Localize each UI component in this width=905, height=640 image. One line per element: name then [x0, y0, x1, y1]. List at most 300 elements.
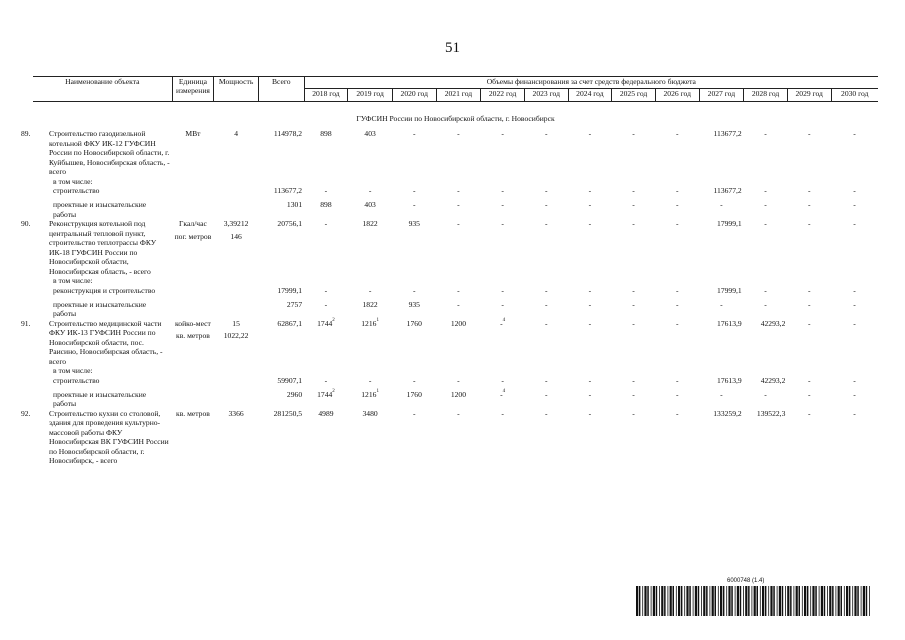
barcode-bar: [701, 586, 702, 616]
year-amount: 403: [364, 200, 376, 210]
year-value: [831, 409, 878, 466]
year-amount: -: [457, 285, 460, 295]
barcode-bar: [785, 586, 786, 616]
header-funding: Объемы финансирования за счет средств федерального бюджета: [304, 77, 878, 89]
barcode-bar: [743, 586, 744, 616]
barcode-bar: [639, 586, 641, 616]
barcode-bar: [790, 586, 792, 616]
row-total: 2960: [286, 389, 303, 399]
barcode-bar: [723, 586, 725, 616]
barcode-bar: [779, 586, 781, 616]
year-value: [524, 129, 568, 176]
year-amount: -: [588, 318, 592, 328]
barcode-bar: [861, 586, 862, 616]
barcode-bar: [686, 586, 688, 616]
year-amount: -: [807, 318, 811, 328]
row-capacity: [214, 200, 259, 219]
barcode-bar: [678, 586, 680, 616]
barcode-bar: [838, 586, 840, 616]
year-amount: 1744: [317, 389, 333, 399]
year-amount: -: [457, 200, 460, 210]
year-amount: -: [675, 200, 679, 210]
year-amount: -: [324, 285, 328, 295]
year-amount: -: [544, 285, 548, 295]
barcode-bar: [703, 586, 705, 616]
barcode-bar: [794, 586, 795, 616]
year-amount: -: [764, 389, 767, 399]
year-amount: -: [588, 200, 592, 210]
barcode-bar: [869, 586, 870, 616]
row-name-text: проектные и изыскательские работы: [53, 299, 147, 319]
row-total: 62867,1: [277, 318, 303, 328]
year-value: [655, 319, 699, 366]
year-amount: -: [764, 285, 767, 295]
year-value: [699, 390, 744, 409]
barcode-bar: [754, 586, 756, 616]
footnote-mark: 2: [332, 388, 335, 394]
header-year: 2020 год: [392, 89, 436, 102]
year-value: [612, 286, 656, 300]
year-amount: -: [764, 186, 767, 196]
year-amount: -: [853, 200, 856, 210]
year-amount: -: [764, 299, 767, 309]
table-row: [33, 366, 878, 375]
row-unit: [172, 409, 214, 466]
year-value: [436, 319, 481, 366]
year-value: [787, 300, 831, 319]
year-amount: -: [807, 408, 811, 418]
year-amount: 1760: [406, 318, 422, 328]
year-value: [524, 300, 568, 319]
year-amount: -: [632, 299, 635, 309]
year-value: [304, 319, 348, 366]
row-total: 1301: [286, 200, 303, 210]
year-amount: 113677,2: [713, 129, 742, 139]
year-value: [392, 186, 436, 200]
year-amount: -: [544, 375, 548, 385]
row-capacity: [214, 390, 259, 409]
table-row: [33, 390, 878, 409]
year-value: [436, 409, 481, 466]
header-year: 2022 год: [481, 89, 525, 102]
year-amount: -: [588, 375, 592, 385]
year-value: [481, 376, 525, 390]
year-amount: 42293,2: [760, 318, 786, 328]
unit-value: кв. метров: [176, 408, 210, 418]
year-value: [744, 186, 788, 200]
year-amount: -: [720, 389, 723, 399]
year-amount: 42293,2: [760, 375, 786, 385]
year-value: [304, 409, 348, 466]
year-amount: -: [501, 200, 504, 210]
barcode-bar: [787, 586, 789, 616]
row-unit: [172, 186, 214, 200]
year-value: [787, 200, 831, 219]
year-amount: -: [853, 408, 856, 418]
year-amount: -: [764, 219, 767, 229]
year-value: [831, 219, 878, 276]
year-value: [392, 390, 436, 409]
year-value: [348, 286, 393, 300]
year-value: [831, 200, 878, 219]
row-capacity: [214, 186, 259, 200]
barcode-bar: [819, 586, 820, 616]
footnote-mark: 1: [376, 317, 379, 323]
year-amount: 4989: [318, 408, 334, 418]
barcode-bar: [726, 586, 727, 616]
year-amount: -: [501, 129, 504, 139]
year-amount: -: [544, 389, 548, 399]
year-amount: -: [807, 186, 811, 196]
year-amount: -: [807, 129, 811, 139]
year-value: [699, 186, 744, 200]
year-amount: 139522,3: [756, 408, 786, 418]
row-unit: [172, 200, 214, 219]
barcode-bar: [735, 586, 736, 616]
year-value: [699, 319, 744, 366]
barcode-bar: [644, 586, 646, 616]
table-row: [33, 200, 878, 219]
barcode-bar: [770, 586, 772, 616]
year-amount: -: [501, 299, 504, 309]
year-value: [568, 300, 612, 319]
year-value: [481, 390, 525, 409]
year-value: [348, 390, 393, 409]
year-value: [568, 286, 612, 300]
year-value: [744, 219, 788, 276]
year-value: [392, 409, 436, 466]
header-year: 2024 год: [568, 89, 612, 102]
row-capacity: [214, 376, 259, 390]
barcode-bar: [827, 586, 828, 616]
year-value: [436, 376, 481, 390]
year-value: [392, 286, 436, 300]
year-value: [481, 409, 525, 466]
barcode-bar: [664, 586, 666, 616]
year-value: [787, 286, 831, 300]
year-amount: -: [675, 408, 679, 418]
table-row: [33, 376, 878, 390]
barcode-bar: [636, 586, 638, 616]
year-value: [699, 300, 744, 319]
barcode-bar: [773, 586, 775, 616]
barcode-bar: [740, 586, 742, 616]
year-value: [655, 129, 699, 176]
year-value: [612, 390, 656, 409]
year-amount: -: [368, 285, 372, 295]
year-value: [568, 129, 612, 176]
row-name: [21, 408, 172, 466]
barcode-bar: [712, 586, 714, 616]
year-value: [436, 390, 481, 409]
barcode-bar: [821, 586, 823, 616]
year-amount: -: [853, 285, 856, 295]
row-subheading: в том числе:: [53, 176, 93, 186]
year-value: [612, 186, 656, 200]
year-value: [655, 300, 699, 319]
row-total: 2757: [286, 299, 303, 309]
header-unit: Единица измерения: [172, 77, 214, 102]
row-unit: [172, 376, 214, 390]
year-amount: -: [413, 375, 416, 385]
barcode-bar: [715, 586, 717, 616]
year-amount: 898: [320, 129, 332, 139]
row-subheading: в том числе:: [53, 366, 93, 376]
barcode-bar: [689, 586, 691, 616]
year-value: [568, 376, 612, 390]
year-value: [655, 219, 699, 276]
year-value: [568, 186, 612, 200]
year-amount: -: [500, 389, 503, 399]
capacity-value: 15: [232, 318, 240, 328]
year-amount: -: [720, 299, 723, 309]
row-unit: [172, 390, 214, 409]
barcode-bar: [684, 586, 685, 616]
year-amount: -: [632, 318, 635, 328]
row-name: [21, 318, 172, 366]
year-amount: -: [720, 200, 723, 210]
row-name-text: строительство: [53, 186, 100, 196]
year-value: [481, 186, 525, 200]
barcode-bar: [651, 586, 652, 616]
barcode-bar: [807, 586, 809, 616]
barcode-number: 6000748 (1.4): [727, 578, 765, 584]
year-amount: 403: [364, 129, 376, 139]
year-amount: -: [544, 408, 548, 418]
year-amount: -: [632, 408, 635, 418]
year-amount: 1216: [361, 389, 377, 399]
year-value: [524, 409, 568, 466]
barcode: [636, 586, 872, 616]
year-amount: -: [588, 408, 592, 418]
year-value: [568, 409, 612, 466]
year-value: [831, 319, 878, 366]
row-name-text: реконструкция и строительство: [53, 285, 156, 295]
year-amount: -: [544, 200, 548, 210]
year-value: [612, 319, 656, 366]
barcode-bar: [854, 586, 856, 616]
year-amount: -: [588, 186, 592, 196]
year-value: [304, 200, 348, 219]
year-amount: -: [457, 129, 460, 139]
year-value: [744, 286, 788, 300]
year-amount: -: [368, 186, 372, 196]
year-value: [524, 376, 568, 390]
table-row: [33, 219, 878, 276]
row-name-text: Строительство медицинской части ФКУ ИК-13 ГУФСИН России по Новосибирской области, пос. Раисино, Новосибирская область, - всего: [49, 318, 163, 366]
year-value: [655, 286, 699, 300]
row-name: [33, 390, 172, 409]
year-amount: -: [544, 219, 548, 229]
barcode-bar: [815, 586, 817, 616]
row-capacity: [214, 319, 259, 366]
year-amount: 1216: [361, 318, 377, 328]
year-amount: 898: [320, 200, 332, 210]
header-year: 2026 год: [655, 89, 699, 102]
year-value: [436, 219, 481, 276]
year-amount: -: [675, 299, 679, 309]
table-row: [33, 409, 878, 466]
year-amount: 1744: [317, 318, 333, 328]
unit-value: Гкал/час: [179, 219, 207, 229]
year-amount: -: [807, 285, 811, 295]
region-heading: ГУФСИН России по Новосибирской области, г. Новосибирск: [356, 114, 555, 123]
year-value: [699, 129, 744, 176]
row-total: 113677,2: [273, 186, 303, 196]
row-number: 92.: [21, 408, 31, 418]
header-year: 2021 год: [436, 89, 481, 102]
year-amount: -: [544, 186, 548, 196]
year-amount: -: [632, 219, 635, 229]
year-value: [392, 376, 436, 390]
year-value: [831, 390, 878, 409]
capacity-value-secondary: 1022,22: [223, 331, 249, 341]
year-amount: -: [588, 389, 592, 399]
year-amount: -: [853, 389, 856, 399]
barcode-bar: [710, 586, 711, 616]
year-value: [699, 409, 744, 466]
barcode-bar: [676, 586, 677, 616]
barcode-bar: [670, 586, 672, 616]
row-unit: [172, 319, 214, 366]
header-year: 2029 год: [787, 89, 831, 102]
year-value: [348, 186, 393, 200]
year-value: [655, 200, 699, 219]
row-subheading: в том числе:: [53, 276, 93, 286]
year-value: [831, 300, 878, 319]
year-value: [744, 409, 788, 466]
year-amount: -: [853, 129, 856, 139]
row-name-text: Реконструкция котельной под центральный тепловой пункт, строительство теплотрассы ФКУ ИК-18 ГУФСИН России по Новосибирской области, Новосибирская область, - всего: [49, 219, 157, 276]
capacity-value: 3,39212: [223, 219, 249, 229]
year-amount: 1200: [450, 389, 467, 399]
barcode-bar: [647, 586, 649, 616]
year-amount: -: [413, 129, 416, 139]
year-amount: -: [501, 375, 504, 385]
year-value: [612, 129, 656, 176]
year-value: [304, 186, 348, 200]
year-value: [481, 200, 525, 219]
row-total: 17999,1: [277, 285, 303, 295]
year-amount: 1200: [450, 318, 467, 328]
barcode-bar: [829, 586, 831, 616]
year-value: [524, 286, 568, 300]
year-amount: 17999,1: [717, 285, 742, 295]
year-amount: -: [457, 375, 460, 385]
page-number: 51: [445, 40, 460, 56]
barcode-bar: [849, 586, 851, 616]
year-amount: -: [807, 299, 811, 309]
year-value: [612, 376, 656, 390]
barcode-bar: [698, 586, 700, 616]
year-amount: -: [853, 219, 856, 229]
year-value: [436, 186, 481, 200]
row-name-text: Строительство кухни со столовой, здания для проведения культурно-массовой работы ФКУ Новосибирская ВК ГУФСИН России по Новосибирской области, г. Новосибирск, - всего: [49, 408, 169, 466]
table-row: [33, 300, 878, 319]
year-value: [348, 376, 393, 390]
year-value: [524, 219, 568, 276]
row-name: [33, 186, 172, 200]
year-value: [699, 376, 744, 390]
year-value: [568, 390, 612, 409]
barcode-bar: [728, 586, 730, 616]
year-value: [392, 300, 436, 319]
year-amount: -: [457, 219, 460, 229]
barcode-bar: [661, 586, 663, 616]
header-year: 2025 год: [612, 89, 656, 102]
row-name: [33, 200, 172, 219]
year-value: [348, 200, 393, 219]
header-capacity: Мощность: [214, 77, 259, 102]
barcode-bar: [799, 586, 801, 616]
header-year: 2023 год: [524, 89, 568, 102]
barcode-bar: [765, 586, 767, 616]
year-amount: -: [588, 299, 592, 309]
row-name: [33, 300, 172, 319]
barcode-bar: [656, 586, 658, 616]
year-value: [392, 319, 436, 366]
row-capacity: [214, 219, 259, 276]
year-value: [436, 300, 481, 319]
barcode-bar: [653, 586, 655, 616]
barcode-bar: [748, 586, 750, 616]
barcode-bar: [668, 586, 669, 616]
year-value: [744, 319, 788, 366]
barcode-bar: [760, 586, 761, 616]
year-amount: -: [413, 200, 416, 210]
table-row: [33, 129, 878, 176]
year-amount: -: [764, 200, 767, 210]
year-amount: -: [632, 285, 635, 295]
barcode-bar: [857, 586, 859, 616]
barcode-bar: [762, 586, 764, 616]
year-amount: -: [675, 219, 679, 229]
header-year: 2019 год: [348, 89, 393, 102]
year-amount: -: [368, 375, 372, 385]
year-value: [392, 219, 436, 276]
year-amount: 1822: [362, 219, 378, 229]
year-amount: -: [501, 186, 504, 196]
year-amount: -: [588, 129, 592, 139]
year-value: [304, 376, 348, 390]
barcode-bar: [863, 586, 865, 616]
capacity-value-secondary: 146: [230, 231, 242, 241]
unit-value: МВт: [185, 129, 201, 139]
barcode-bar: [782, 586, 784, 616]
row-unit: [172, 300, 214, 319]
row-total: 59907,1: [277, 375, 303, 385]
year-amount: -: [544, 129, 548, 139]
table-row: [33, 286, 878, 300]
year-value: [481, 286, 525, 300]
barcode-bar: [681, 586, 683, 616]
year-amount: -: [675, 285, 679, 295]
row-name-text: проектные и изыскательские работы: [53, 389, 147, 409]
barcode-bar: [777, 586, 778, 616]
row-total: 281250,5: [273, 408, 303, 418]
row-name-text: проектные и изыскательские работы: [53, 200, 147, 219]
barcode-bar: [844, 586, 845, 616]
year-amount: -: [324, 186, 328, 196]
year-value: [436, 200, 481, 219]
barcode-bar: [693, 586, 694, 616]
year-amount: -: [632, 186, 635, 196]
barcode-bar: [642, 586, 643, 616]
year-value: [831, 286, 878, 300]
year-amount: 17613,9: [717, 318, 742, 328]
year-value: [655, 376, 699, 390]
row-capacity: [214, 409, 259, 466]
